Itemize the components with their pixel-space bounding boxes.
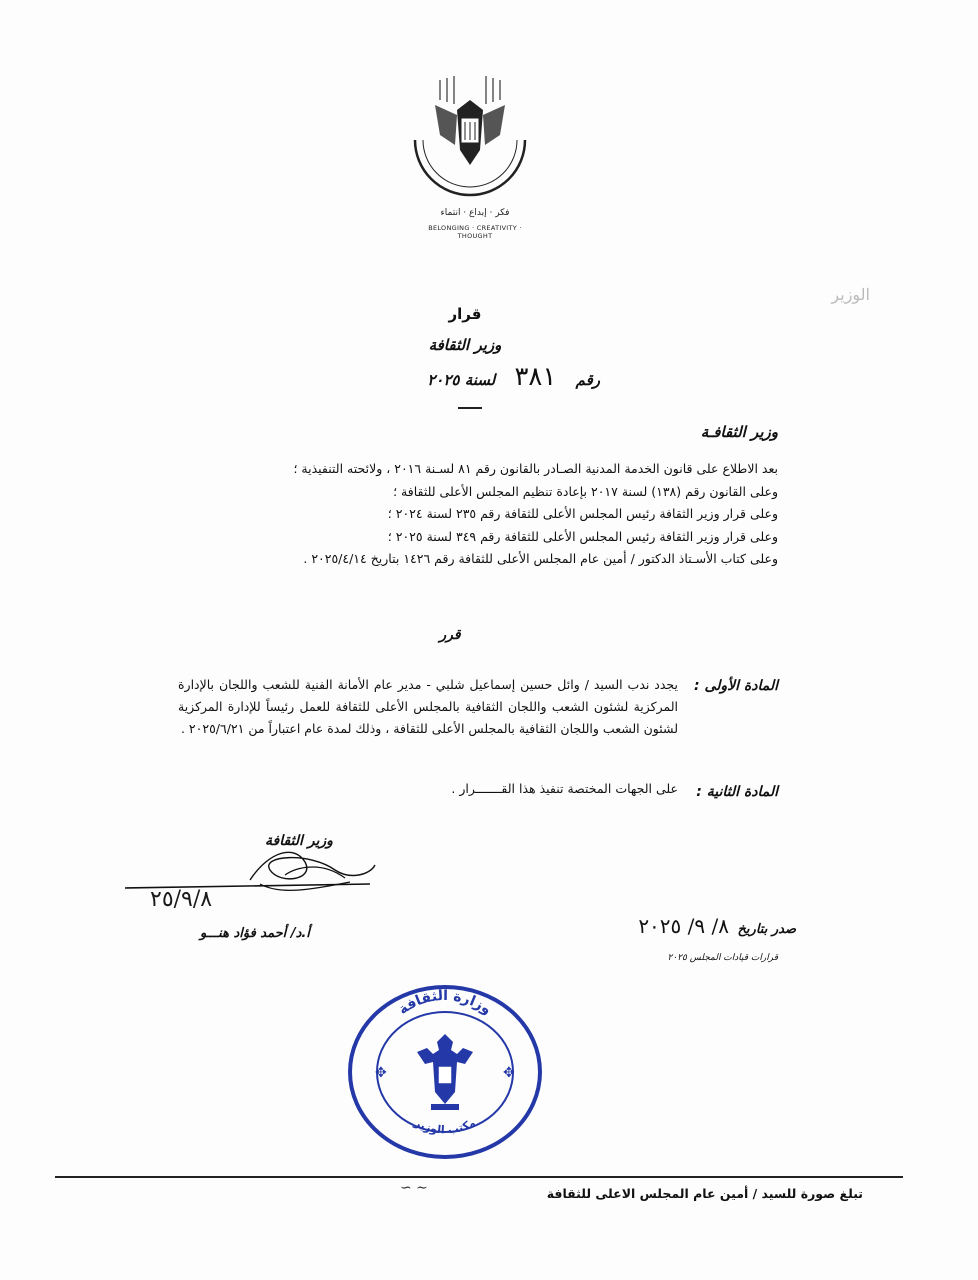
logo-motto-ar: فكر · إبداع · انتماء (440, 208, 510, 218)
article-1-label: المادة الأولى : (694, 678, 778, 694)
svg-text:✥: ✥ (503, 1065, 515, 1081)
stamp-bottom-text: مكتب الوزير (412, 1116, 478, 1137)
preamble-line: وعلى قرار وزير الثقافة رئيس المجلس الأعلى للثقافة رقم ٣٤٩ لسنة ٢٠٢٥ ؛ (387, 528, 778, 544)
issue-label: صدر بتاريخ (737, 922, 796, 937)
number-prefix: رقم (575, 371, 600, 389)
carbon-copy-note: تبلغ صورة للسيد / أمين عام المجلس الاعلى للثقافة (546, 1186, 863, 1201)
signatory-name: أ.د/ أحمد فؤاد هنـــو (200, 926, 310, 941)
decision-number: ٣٨١ (514, 362, 557, 392)
issue-date: ٨/ ٩/ ٢٠٢٥ (638, 914, 729, 938)
signature-title: وزير الثقافة (265, 833, 333, 849)
svg-text:✥: ✥ (375, 1065, 387, 1081)
minister-title: وزير الثقافة (428, 336, 502, 354)
article-2-label: المادة الثانية : (696, 784, 778, 800)
article-1-text: يجدد ندب السيد / وائل حسين إسماعيل شلبي - مدير عام الأمانة الفنية للشعب واللجان بالإدارة المركزية لشئون الشعب واللجان الثقافية بالمجلس الأعلى للثقافة للعمل رئيساً للإدارة المركزية لشئون الشعب واللجان الثقافية بالمجلس الأعلى للثقافة ، وذلك لمدة عام اعتباراً من ٢٠٢٥/٦/٢١ . (178, 677, 678, 736)
decision-title: قرار (448, 305, 482, 323)
preamble-line: وعلى كتاب الأسـتاذ الدكتور / أمين عام المجلس الأعلى للثقافة رقم ١٤٢٦ بتاريخ ٢٠٢٥/٤/١٤ . (303, 551, 778, 566)
svg-text:مكتب الوزير (411, 1116, 477, 1137)
minister-heading: وزير الثقافـة (700, 423, 778, 441)
article-2-text: على الجهات المختصة تنفيذ هذا القـــــــرار . (451, 781, 678, 796)
decision-number-line (350, 362, 600, 392)
stamp-top-text: وزارة الثقافة (395, 987, 495, 1018)
ministry-stamp-seal (345, 982, 545, 1162)
preamble-line: بعد الاطلاع على قانون الخدمة المدنية الصـادر بالقانون رقم ٨١ لسـنة ٢٠١٦ ، ولائحته التنفيذية ؛ (293, 461, 778, 476)
decision-year: لسنة ٢٠٢٥ (427, 371, 496, 389)
handwritten-date: ٢٥/٩/٨ (150, 887, 213, 912)
issue-date-line (634, 914, 796, 938)
title-underline (458, 407, 482, 409)
preamble-line: وعلى قرار وزير الثقافة رئيس المجلس الأعلى للثقافة رقم ٢٣٥ لسنة ٢٠٢٤ ؛ (387, 506, 778, 521)
footer-divider (55, 1176, 903, 1178)
logo-motto-en: BELONGING · CREATIVITY · THOUGHT (428, 224, 522, 240)
margin-scribble: ∽ ∼ (400, 1180, 428, 1196)
reference-note: قرارات قيادات المجلس ٢٠٢٥ (667, 953, 778, 963)
decided-heading: قرر (439, 627, 461, 643)
preamble-line: وعلى القانون رقم (١٣٨) لسنة ٢٠١٧ بإعادة تنظيم المجلس الأعلى للثقافة ؛ (393, 483, 778, 499)
corner-watermark-text: الوزير (831, 285, 870, 304)
preamble (178, 458, 778, 571)
